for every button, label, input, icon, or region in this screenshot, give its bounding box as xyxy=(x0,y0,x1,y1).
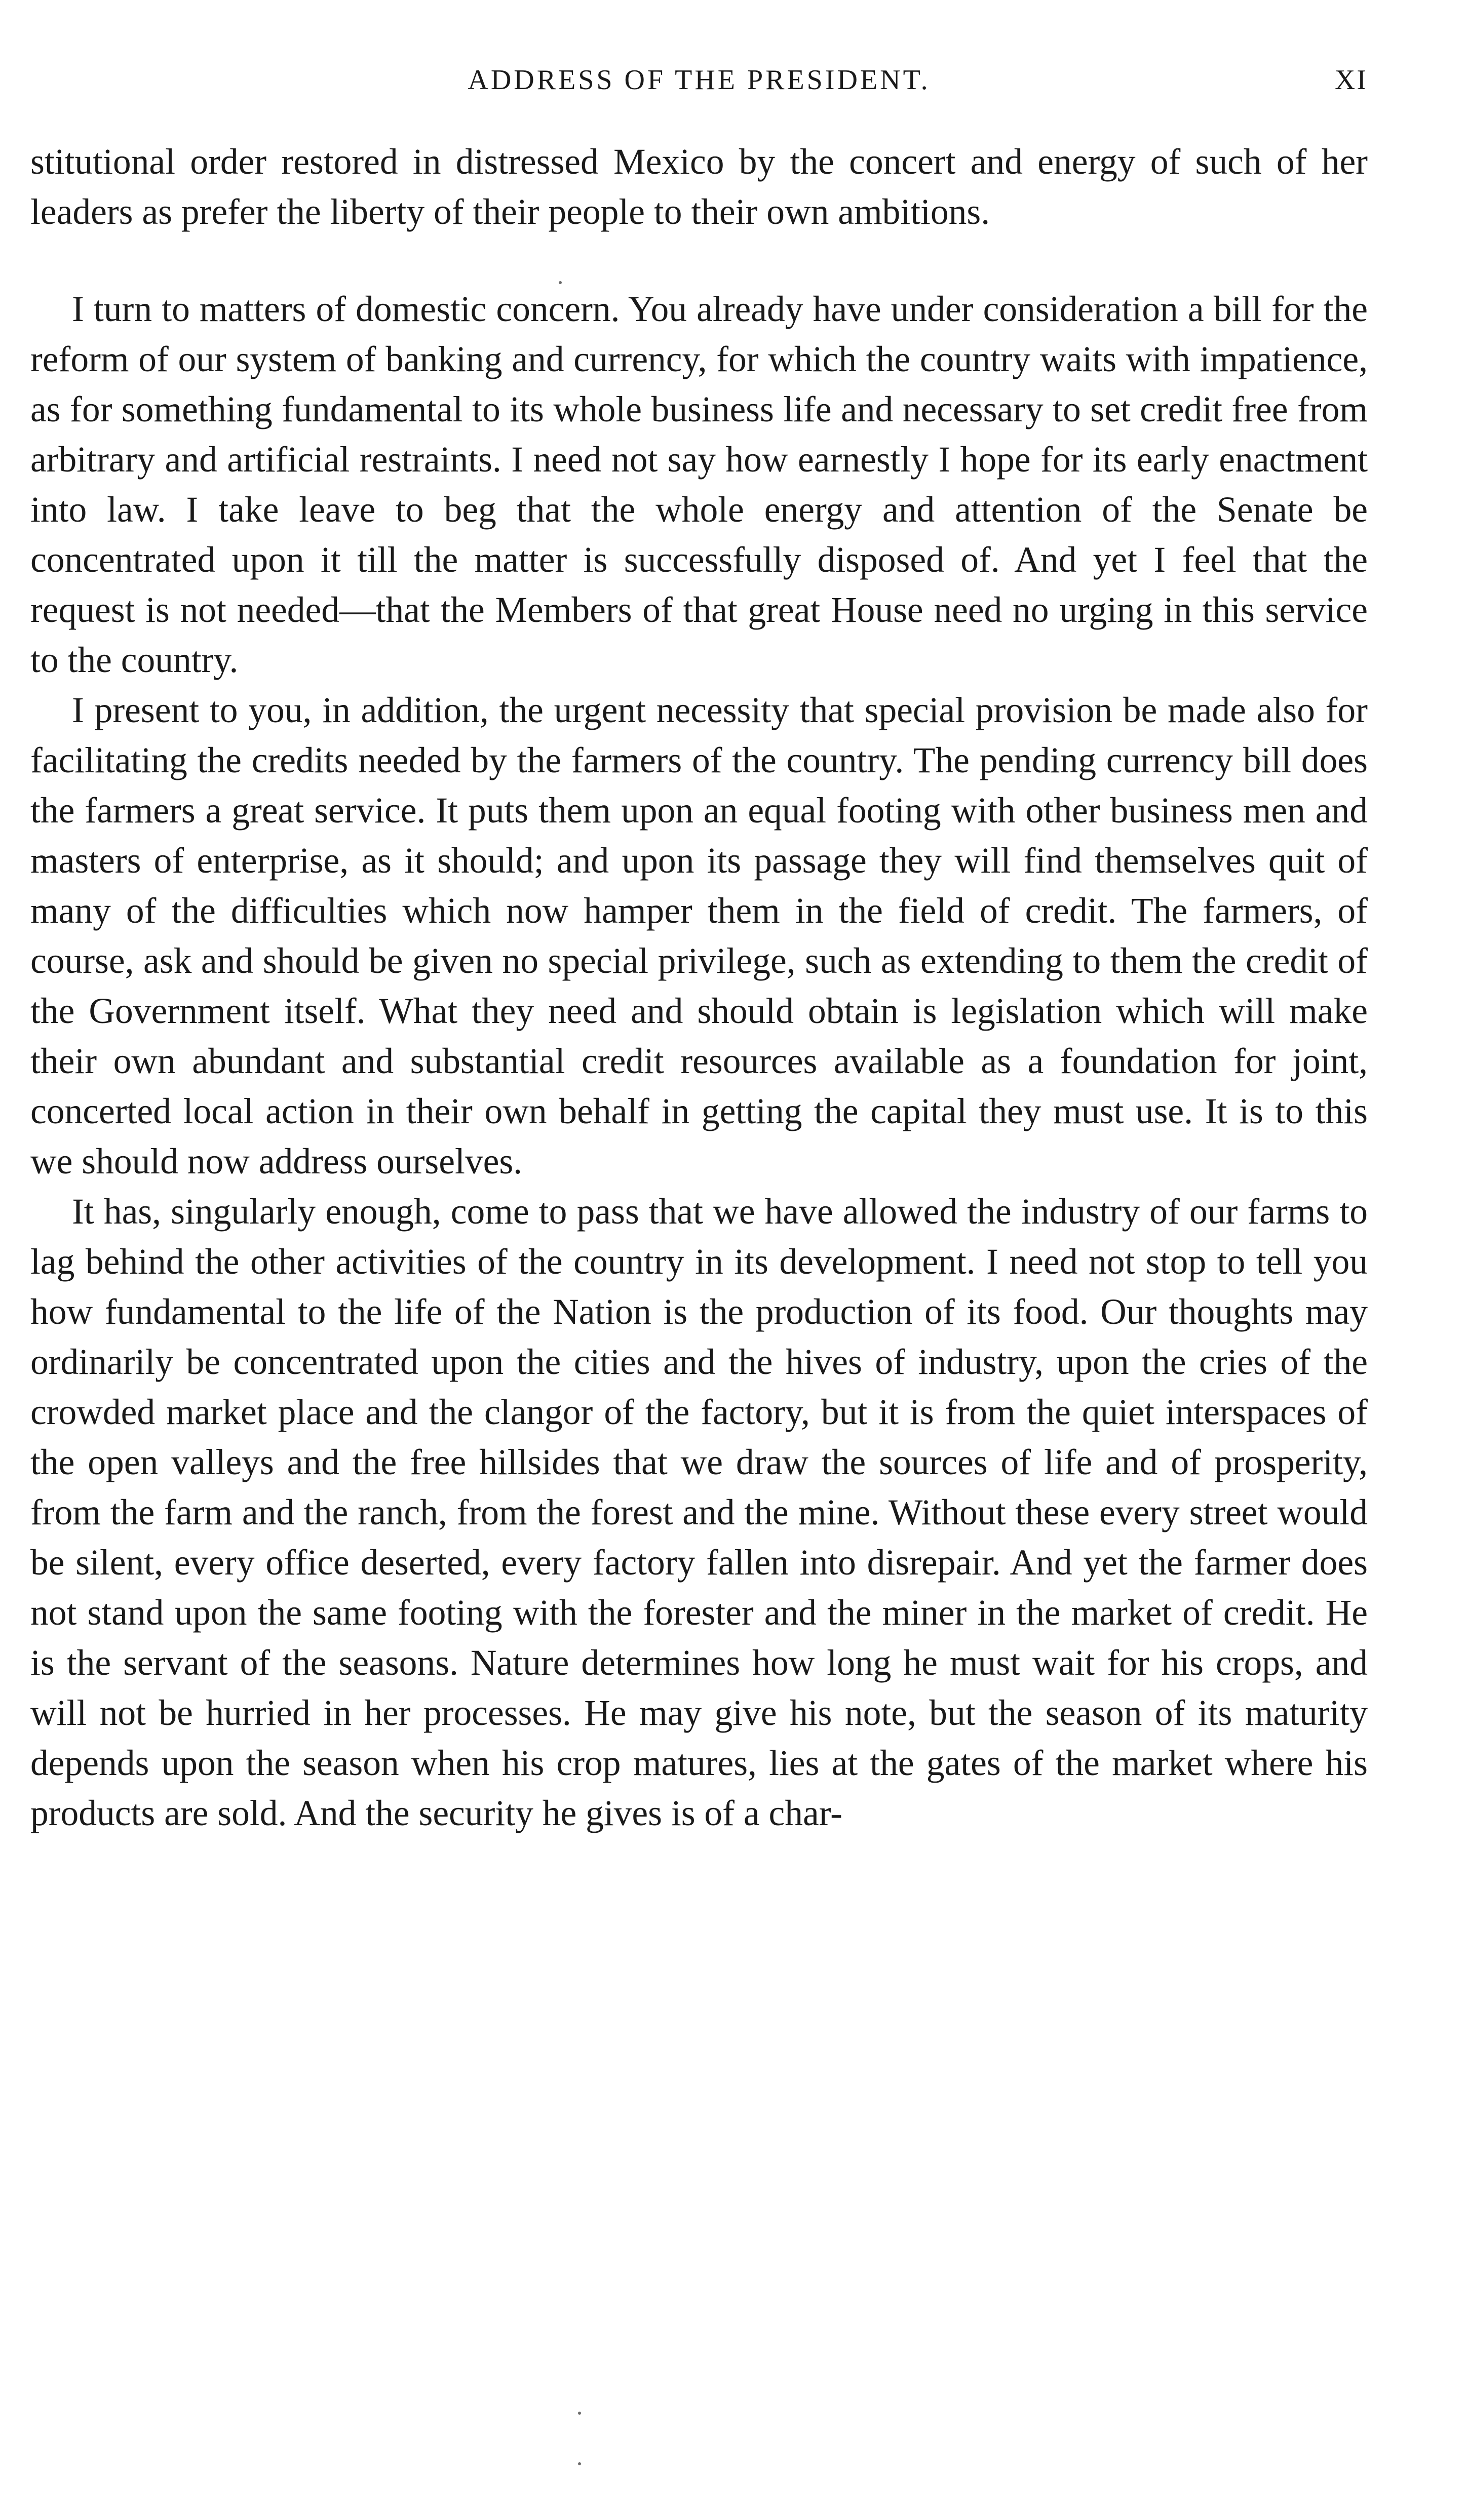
page-number: XI xyxy=(1334,64,1368,96)
paragraph-continuation: stitutional order restored in distressed Mexico by the concert and energy of such of her leaders as prefer the liberty of their people to their own ambitions. xyxy=(30,142,1368,232)
paper-speck xyxy=(578,2462,581,2465)
paragraph-domestic-concern: I turn to matters of domestic concern. You already have under consideration a bill for the reform of our system of banking and currency, for which the country waits with impatience, as for something fundamental to its whole business life and necessary to set credit free from arbitrary and artificial restraints. I need not say how earnestly I hope for its early enactment into law. I take leave to beg that the whole energy and attention of the Senate be concentrated upon it till the matter is successfully disposed of. And yet I feel that the request is not needed—that the Members of that great House need no urging in this service to the country. xyxy=(30,289,1368,680)
paragraph-farm-industry: It has, singularly enough, come to pass that we have allowed the industry of our farms to lag behind the other activities of the country in its development. I need not stop to tell you how fundamental to the life of the Nation is the production of its food. Our thoughts may ordinarily be concentrated upon the cities and the hives of industry, upon the cries of the crowded market place and the clangor of the factory, but it is from the quiet interspaces of the open valleys and the free hillsides that we draw the sources of life and of prosperity, from the farm and the ranch, from the forest and the mine. Without these every street would be silent, every office deserted, every factory fallen into disrepair. And yet the farmer does not stand upon the same footing with the forester and the miner in the market of credit. He is the servant of the seasons. Nature determines how long he must wait for his crops, and will not be hurried in her processes. He may give his note, but the season of its maturity depends upon the season when his crop matures, lies at the gates of the market where his products are sold. And the security he gives is of a char- xyxy=(30,1192,1368,1833)
running-head-title: ADDRESS OF THE PRESIDENT. xyxy=(468,64,931,96)
paragraph-farm-credits: I present to you, in addition, the urgent necessity that special provision be made also for facilitating the credits needed by the farmers of the country. The pending currency bill does the farmers a great service. It puts them upon an equal footing with other business men and masters of enterprise, as it should; and upon its passage they will find themselves quit of many of the difficulties which now hamper them in the field of credit. The farmers, of course, ask and should be given no special privilege, such as extending to them the credit of the Government itself. What they need and should obtain is legislation which will make their own abundant and substantial credit resources available as a foundation for joint, concerted local action in their own behalf in getting the capital they must use. It is to this we should now address ourselves. xyxy=(30,690,1368,1182)
body-text xyxy=(30,137,1368,1838)
paper-speck xyxy=(578,2412,581,2415)
paper-speck xyxy=(559,281,562,284)
running-head xyxy=(30,60,1368,100)
